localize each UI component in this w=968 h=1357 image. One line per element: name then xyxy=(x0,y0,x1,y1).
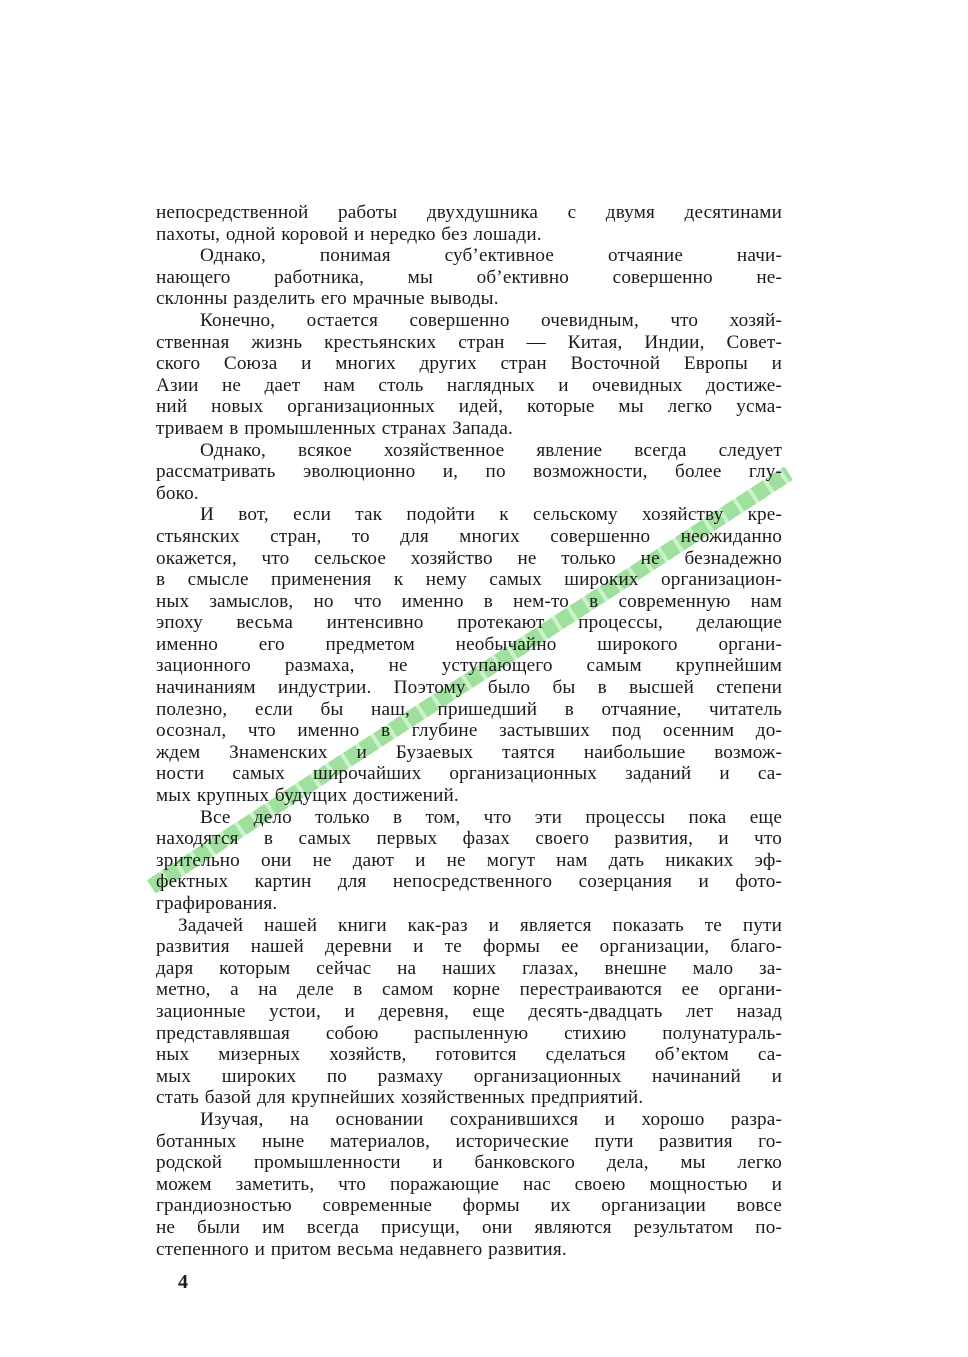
text-line: Все дело только в том, что эти процессы пока еще xyxy=(200,806,782,828)
text-line: ского Союза и многих других стран Восточной Европы и xyxy=(156,353,782,375)
text-line: окажется, что сельское хозяйство не только не безнадежно xyxy=(156,547,782,569)
text-line: Конечно, остается совершенно очевидным, что хозяй- xyxy=(200,309,782,331)
text-line: И вот, если так подойти к сельскому хозяйству кре- xyxy=(200,504,782,526)
text-line: стьянских стран, то для многих совершенно неожиданно xyxy=(156,525,782,547)
text-line: Азии не дает нам столь наглядных и очевидных достиже- xyxy=(156,374,782,396)
text-line: графирования. xyxy=(156,893,278,914)
text-line: метно, а на деле в самом корне перестраиваются ее органи- xyxy=(156,979,782,1001)
text-line: нающего работника, мы обʼективно совершенно не- xyxy=(156,266,782,288)
text-line: стать базой для крупнейших хозяйственных предприятий. xyxy=(156,1087,644,1109)
text-line: зационные устои, и деревня, еще десять-двадцать лет назад xyxy=(156,1000,782,1022)
text-line: полезно, если бы наш, пришедший в отчаяние, читатель xyxy=(156,698,782,720)
text-line: Изучая, на основании сохранившихся и хорошо разра- xyxy=(200,1108,782,1130)
text-line: мых крупных будущих достижений. xyxy=(156,785,459,807)
text-line: осознал, что именно в глубине застывших под осенним до- xyxy=(156,720,782,742)
text-line: даря которым сейчас на наших глазах, внешне мало за- xyxy=(156,957,782,979)
text-line: ных замыслов, но что именно в нем-то в современную нам xyxy=(156,590,782,612)
text-line: можем заметить, что поражающие нас своею мощностью и xyxy=(156,1173,782,1195)
text-line: развития нашей деревни и те формы ее организации, благо- xyxy=(156,936,782,958)
text-line: степенного и притом весьма недавнего развития. xyxy=(156,1238,567,1260)
text-line: ний новых организационных идей, которые мы легко усма- xyxy=(156,396,782,418)
text-line: находятся в самых первых фазах своего развития, и что xyxy=(156,828,782,850)
text-line: пахоты, одной коровой и нередко без лошади. xyxy=(156,223,542,245)
text-line: непосредственной работы двухдушника с двумя десятинами xyxy=(156,202,782,223)
body-text xyxy=(156,202,782,1260)
text-line: фектных картин для непосредственного созерцания и фото- xyxy=(156,871,782,893)
text-line: в смысле применения к нему самых широких организацион- xyxy=(156,569,782,591)
text-line: ждем Знаменских и Бузаевых таятся наибольшие возмож- xyxy=(156,741,782,763)
text-line: Однако, всякое хозяйственное явление всегда следует xyxy=(200,439,782,461)
page-number: 4 xyxy=(178,1271,188,1293)
text-line: именно его предметом необычайно широкого органи- xyxy=(156,633,782,655)
text-line: зационного размаха, не уступающего самым крупнейшим xyxy=(156,655,782,677)
text-line: Задачей нашей книги как-раз и является показать те пути xyxy=(178,914,782,936)
text-line: представлявшая собою распыленную стихию полунатураль- xyxy=(156,1022,782,1044)
text-line: боко. xyxy=(156,482,199,504)
text-line: не были им всегда присущи, они являются результатом по- xyxy=(156,1216,782,1238)
text-line: родской промышленности и банковского дела, мы легко xyxy=(156,1152,782,1174)
text-line: триваем в промышленных странах Запада. xyxy=(156,417,513,439)
text-line: рассматривать эволюционно и, по возможности, более глу- xyxy=(156,461,782,483)
text-line: Однако, понимая субʼективное отчаяние начи- xyxy=(200,245,782,267)
text-line: грандиозностью современные формы их организации вовсе xyxy=(156,1195,782,1217)
text-line: начинаниям индустрии. Поэтому было бы в высшей степени xyxy=(156,677,782,699)
text-line: склонны разделить его мрачные выводы. xyxy=(156,288,499,310)
text-line: ственная жизнь крестьянских стран — Китая, Индии, Совет- xyxy=(156,331,782,353)
text-line: ботанных ныне материалов, исторические пути развития го- xyxy=(156,1130,782,1152)
text-line: эпоху весьма интенсивно протекают процессы, делающие xyxy=(156,612,782,634)
text-line: ности самых широчайших организационных заданий и са- xyxy=(156,763,782,785)
text-line: зрительно они не дают и не могут нам дать никаких эф- xyxy=(156,849,782,871)
text-line: ных мизерных хозяйств, готовится сделаться обʼектом са- xyxy=(156,1044,782,1066)
text-line: мых широких по размаху организационных начинаний и xyxy=(156,1065,782,1087)
